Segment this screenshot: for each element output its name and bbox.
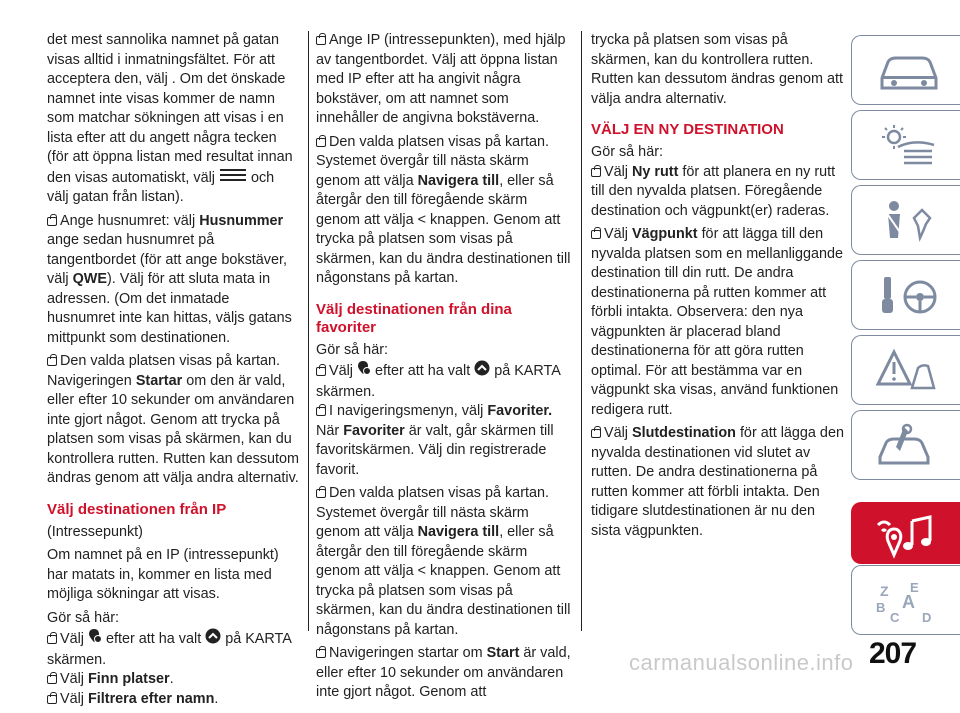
- tab-car[interactable]: [851, 35, 960, 105]
- tab-dashboard-lights[interactable]: [851, 110, 960, 180]
- column-divider: [308, 31, 309, 631]
- bullet-icon: [316, 367, 326, 376]
- bullet-item: Den valda platsen visas på kartan. Systemet övergår till nästa skärm genom att välja Navigera till, eller så återgår den till föregående skärm genom att välja < knappen. Genom att trycka på platsen som visas på skärmen, kan du ändra destinationen till någonstans på kartan.: [316, 133, 571, 286]
- paragraph: trycka på platsen som visas på skärmen, kan du kontrollera rutten. Rutten kan dessutom ändras genom att välja andra alternativ.: [591, 32, 843, 107]
- svg-text:A: A: [902, 592, 915, 612]
- key-steering-wheel-icon: [874, 273, 944, 319]
- bullet-icon: [591, 230, 601, 239]
- bullet-icon: [591, 429, 601, 438]
- seatbelt-airbag-icon: [874, 198, 944, 244]
- map-pin-plus-icon: [88, 628, 102, 651]
- dashboard-light-icon: [874, 123, 944, 169]
- bullet-icon: [47, 695, 57, 704]
- paragraph: Gör så här:: [591, 144, 663, 160]
- bullet-item: Välj Ny rutt för att planera en ny rutt till den nyvalda platsen. Föregående destination och vägpunkt(er) raderas.: [591, 163, 836, 219]
- tab-safety[interactable]: [851, 185, 960, 255]
- text-column-1: [47, 31, 299, 713]
- bullet-icon: [47, 675, 57, 684]
- tab-multimedia[interactable]: [851, 502, 960, 564]
- svg-text:E: E: [910, 580, 919, 595]
- chevron-up-icon: [205, 628, 221, 651]
- svg-text:C: C: [890, 610, 900, 624]
- tab-maintenance[interactable]: [851, 410, 960, 480]
- alphabet-index-icon: [874, 578, 944, 624]
- map-pin-plus-icon: [357, 360, 371, 383]
- tab-emergency[interactable]: [851, 335, 960, 405]
- bullet-item: Den valda platsen visas på kartan. Systemet övergår till nästa skärm genom att välja Navigera till, eller så återgår den till föregående skärm genom att välja < knappen. Genom att trycka på platsen som visas på skärmen, kan du ändra destinationen till någonstans på kartan.: [316, 485, 571, 638]
- car-icon: [874, 48, 944, 94]
- section-heading: Välj destinationen från IP: [47, 500, 227, 518]
- multimedia-navigation-icon: [874, 515, 944, 561]
- paragraph: Gör så här:: [316, 341, 388, 358]
- tab-starting-driving[interactable]: [851, 260, 960, 330]
- bullet-icon: [47, 217, 57, 226]
- bullet-icon: [47, 357, 57, 366]
- wrench-car-icon: [874, 423, 944, 469]
- tab-index[interactable]: [851, 565, 960, 635]
- bullet-icon: [47, 635, 57, 644]
- section-heading: VÄLJ EN NY DESTINATION: [591, 121, 784, 138]
- bullet-item: Navigeringen startar om Start är vald, eller efter 10 sekunder om användaren inte gjort något. Genom att: [316, 645, 571, 700]
- bullet-item: Välj Slutdestination för att lägga den nyvalda destinationen vid slutet av rutten. De andra destinationerna på rutten kommer att förbli intakta. Den tidigare slutdestinationen är nu den sista vägpunkten.: [591, 425, 844, 539]
- bullet-item: Ange IP (intressepunkten), med hjälp av tangentbordet. Välj att öppna listan med IP efter att ha angivit några bokstäver, om att namnet som innehåller de angivna bokstäverna.: [316, 32, 566, 126]
- warning-triangle-icon: [874, 348, 944, 394]
- list-menu-icon: [219, 168, 247, 189]
- paragraph: Om namnet på en IP (intressepunkt) har matats in, kommer en lista med möjliga sökningar att visas.: [47, 547, 279, 603]
- svg-text:D: D: [922, 610, 932, 624]
- chevron-up-icon: [474, 360, 490, 383]
- bullet-item: Den valda platsen visas på kartan. Navigeringen Startar om den är vald, eller efter 10 sekunder om användaren inte gjort något. Genom att trycka på platsen som visas på skärmen, kan du kontrollera rutten. Rutten kan dessutom ändras genom att välja andra alternativ.: [47, 353, 299, 487]
- svg-text:B: B: [876, 600, 886, 615]
- bullet-item: Välj Filtrera efter namn.: [47, 690, 299, 710]
- bullet-item: Välj Vägpunkt för att lägga till den nyvalda platsen som en mellanliggande destination till din rutt. De andra destinationerna på rutten kommer att förbli intakta. Observera: den nya vägpunkten är placerad bland destinationerna för att göra rutten optimal. För att bestämma var en vägpunkt ska visas, använd funktionen redigera rutt.: [591, 226, 843, 418]
- column-divider: [581, 31, 582, 631]
- text-column-3: [591, 31, 845, 545]
- section-heading: Välj destinationen från dina favoriter: [316, 300, 512, 336]
- bullet-item: I navigeringsmenyn, välj Favoriter. När Favoriter är valt, går skärmen till favoritskärmen. Välj din registrerade favorit.: [316, 403, 554, 478]
- page-number: 207: [869, 637, 917, 670]
- bullet-icon: [316, 138, 326, 147]
- watermark: carmanualsonline.info: [629, 650, 854, 675]
- bullet-item: Välj efter att ha valt på KARTA skärmen.: [316, 360, 572, 402]
- bullet-icon: [316, 649, 326, 658]
- section-subheading: (Intressepunkt): [47, 523, 143, 540]
- bullet-item: Välj efter att ha valt på KARTA skärmen.: [47, 628, 299, 670]
- bullet-icon: [591, 168, 601, 177]
- text-column-2: [316, 31, 572, 707]
- bullet-icon: [316, 407, 326, 416]
- paragraph: Gör så här:: [47, 609, 119, 626]
- paragraph: det mest sannolika namnet på gatan visas alltid i inmatningsfältet. För att acceptera den, välj . Om det önskade namnet inte visas kommer de namn som matchar sökningen att visas i en lista efter att du angett några tecken (för att öppna listan med resultat innan den visas automatiskt, välj och välj gatan från listan).: [47, 32, 293, 206]
- bullet-item: Välj Finn platser.: [47, 670, 299, 690]
- bullet-icon: [316, 489, 326, 498]
- bullet-item: Ange husnumret: välj Husnummer ange sedan husnumret på tangentbordet (för att ange bokstäver, välj QWE). Välj för att sluta mata in adressen. (Om det inmatade husnumret inte kan hittas, väljs gatans mittpunkt som destinationen.: [47, 212, 292, 346]
- bullet-icon: [316, 36, 326, 45]
- svg-text:Z: Z: [880, 583, 889, 599]
